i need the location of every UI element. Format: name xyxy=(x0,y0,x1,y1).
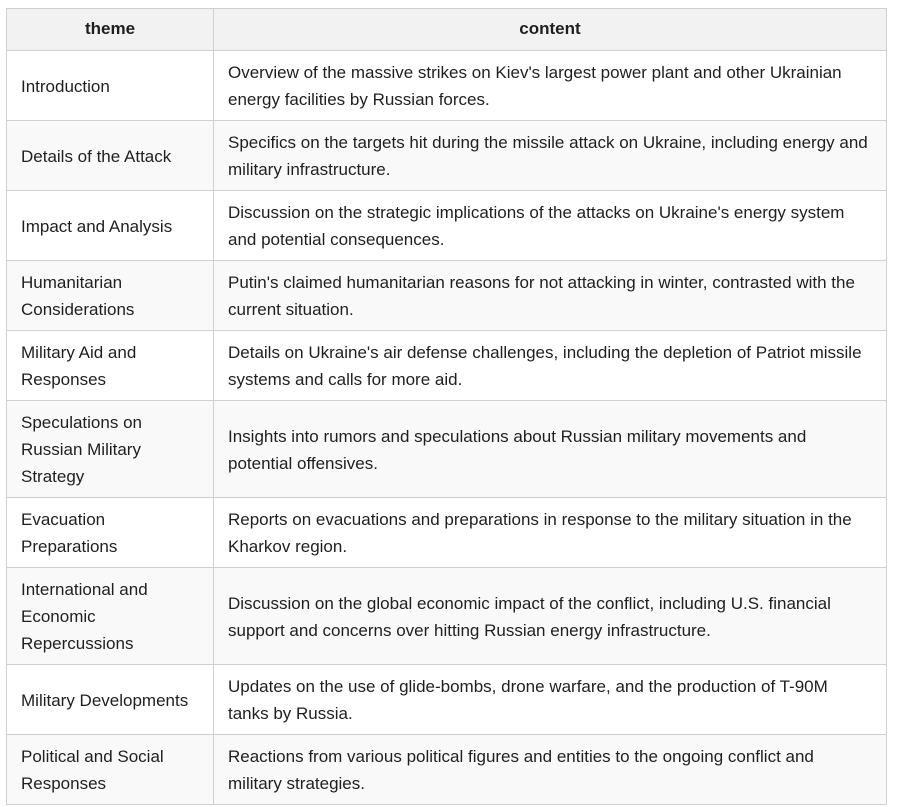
table-row xyxy=(7,51,887,121)
content-cell: Discussion on the global economic impact of the conflict, including U.S. financial support and concerns over hitting Russian energy infrastructure. xyxy=(214,568,887,665)
content-cell: Reports on evacuations and preparations in response to the military situation in the Kharkov region. xyxy=(214,498,887,568)
theme-cell: Political and Social Responses xyxy=(7,735,214,805)
content-cell: Insights into rumors and speculations about Russian military movements and potential offensives. xyxy=(214,401,887,498)
content-cell: Overview of the massive strikes on Kiev's largest power plant and other Ukrainian energy facilities by Russian forces. xyxy=(214,51,887,121)
table-row xyxy=(7,331,887,401)
table-row xyxy=(7,261,887,331)
theme-cell: Military Aid and Responses xyxy=(7,331,214,401)
theme-cell: International and Economic Repercussions xyxy=(7,568,214,665)
content-cell: Specifics on the targets hit during the missile attack on Ukraine, including energy and military infrastructure. xyxy=(214,121,887,191)
theme-cell: Introduction xyxy=(7,51,214,121)
themes-table xyxy=(6,8,887,805)
content-cell: Updates on the use of glide-bombs, drone warfare, and the production of T-90M tanks by Russia. xyxy=(214,665,887,735)
table-header-row xyxy=(7,9,887,51)
content-cell: Discussion on the strategic implications of the attacks on Ukraine's energy system and potential consequences. xyxy=(214,191,887,261)
themes-table-container xyxy=(6,8,886,805)
theme-cell: Speculations on Russian Military Strategy xyxy=(7,401,214,498)
table-row xyxy=(7,665,887,735)
table-row xyxy=(7,191,887,261)
table-row xyxy=(7,735,887,805)
content-cell: Reactions from various political figures and entities to the ongoing conflict and military strategies. xyxy=(214,735,887,805)
theme-cell: Military Developments xyxy=(7,665,214,735)
table-row xyxy=(7,121,887,191)
content-cell: Details on Ukraine's air defense challenges, including the depletion of Patriot missile systems and calls for more aid. xyxy=(214,331,887,401)
column-header-content: content xyxy=(214,9,887,51)
table-row xyxy=(7,498,887,568)
theme-cell: Details of the Attack xyxy=(7,121,214,191)
table-row xyxy=(7,401,887,498)
column-header-theme: theme xyxy=(7,9,214,51)
table-row xyxy=(7,568,887,665)
content-cell: Putin's claimed humanitarian reasons for not attacking in winter, contrasted with the current situation. xyxy=(214,261,887,331)
theme-cell: Impact and Analysis xyxy=(7,191,214,261)
theme-cell: Humanitarian Considerations xyxy=(7,261,214,331)
theme-cell: Evacuation Preparations xyxy=(7,498,214,568)
